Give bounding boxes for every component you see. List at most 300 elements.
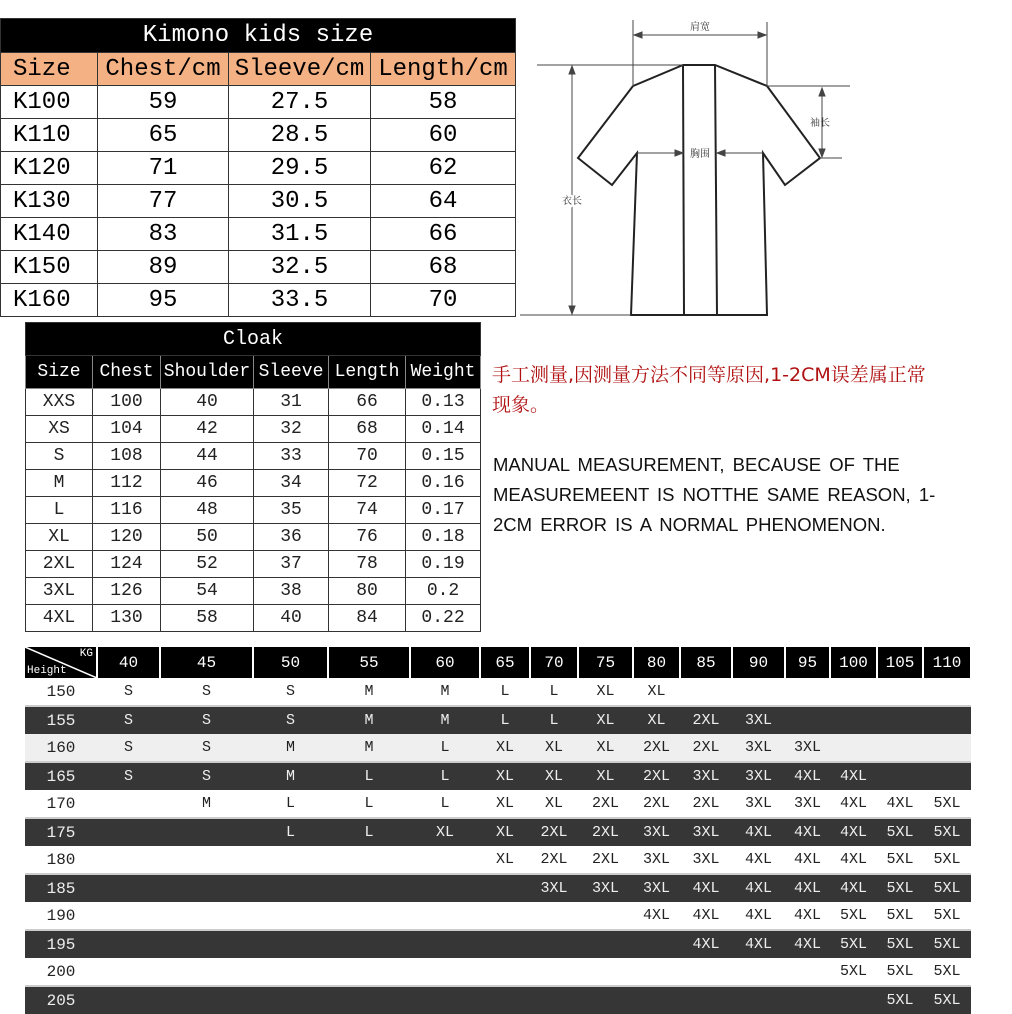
size-cell <box>253 930 328 958</box>
value-cell: 0.18 <box>406 524 481 551</box>
size-cell <box>97 790 160 818</box>
column-header: Chest <box>93 356 161 389</box>
table-row <box>1 218 516 251</box>
value-cell: 83 <box>98 218 229 251</box>
table-row <box>1 119 516 152</box>
value-cell: 68 <box>329 416 406 443</box>
cloak-size-table <box>25 322 481 632</box>
header-row <box>26 356 481 389</box>
size-cell: S <box>160 706 253 734</box>
weight-header: 110 <box>923 647 971 678</box>
size-cell: 5XL <box>830 902 877 930</box>
size-cell: L <box>26 497 93 524</box>
value-cell: 68 <box>371 251 516 284</box>
size-cell: 5XL <box>830 958 877 986</box>
size-cell: 4XL <box>785 930 830 958</box>
size-cell: 3XL <box>785 734 830 762</box>
size-cell: 5XL <box>830 930 877 958</box>
height-cell: 165 <box>25 762 97 790</box>
size-cell <box>530 902 578 930</box>
size-cell: 4XL <box>785 762 830 790</box>
value-cell: 0.17 <box>406 497 481 524</box>
size-cell <box>410 902 480 930</box>
value-cell: 31 <box>254 389 329 416</box>
table-row <box>25 874 971 902</box>
size-cell <box>830 986 877 1014</box>
size-cell: 4XL <box>785 874 830 902</box>
size-cell <box>160 874 253 902</box>
size-cell: 3XL <box>732 790 785 818</box>
size-cell: M <box>410 678 480 706</box>
size-cell: 5XL <box>877 986 923 1014</box>
size-cell: XL <box>480 762 530 790</box>
size-cell <box>830 706 877 734</box>
value-cell: 38 <box>254 578 329 605</box>
size-cell: S <box>253 706 328 734</box>
size-cell: S <box>26 443 93 470</box>
value-cell: 0.13 <box>406 389 481 416</box>
value-cell: 76 <box>329 524 406 551</box>
weight-header: 45 <box>160 647 253 678</box>
size-cell: XL <box>480 734 530 762</box>
size-cell <box>97 930 160 958</box>
size-cell <box>923 762 971 790</box>
size-cell: 2XL <box>680 790 732 818</box>
size-cell: 5XL <box>877 930 923 958</box>
size-cell: XL <box>480 818 530 846</box>
size-cell: 3XL <box>732 734 785 762</box>
value-cell: 130 <box>93 605 161 632</box>
table-row <box>26 389 481 416</box>
table-row <box>25 706 971 734</box>
size-cell: 4XL <box>732 818 785 846</box>
size-cell: L <box>328 790 410 818</box>
value-cell: 95 <box>98 284 229 317</box>
size-cell: 3XL <box>732 762 785 790</box>
table-row <box>1 284 516 317</box>
size-cell: 4XL <box>830 790 877 818</box>
value-cell: 80 <box>329 578 406 605</box>
value-cell: 54 <box>161 578 254 605</box>
table-row <box>25 930 971 958</box>
size-cell: 2XL <box>633 790 680 818</box>
value-cell: 35 <box>254 497 329 524</box>
value-cell: 0.2 <box>406 578 481 605</box>
value-cell: 0.15 <box>406 443 481 470</box>
size-cell: XL <box>530 762 578 790</box>
table-row <box>25 734 971 762</box>
column-header: Size <box>1 53 98 86</box>
table-title-row <box>1 19 516 53</box>
size-cell <box>480 986 530 1014</box>
size-cell: 4XL <box>785 818 830 846</box>
garment-length-label: 衣长 <box>562 196 582 207</box>
height-cell: 200 <box>25 958 97 986</box>
size-cell <box>253 902 328 930</box>
size-cell: 4XL <box>877 790 923 818</box>
weight-header: 80 <box>633 647 680 678</box>
value-cell: 62 <box>371 152 516 185</box>
size-cell <box>97 902 160 930</box>
size-cell: 5XL <box>877 902 923 930</box>
size-cell: L <box>253 818 328 846</box>
height-cell: 185 <box>25 874 97 902</box>
column-header: Length/cm <box>371 53 516 86</box>
value-cell: 34 <box>254 470 329 497</box>
size-cell: K140 <box>1 218 98 251</box>
size-cell <box>328 958 410 986</box>
size-cell: L <box>530 706 578 734</box>
size-cell: S <box>160 734 253 762</box>
weight-axis-label: KG <box>79 648 93 660</box>
value-cell: 58 <box>371 86 516 119</box>
size-cell <box>97 874 160 902</box>
size-cell: L <box>480 678 530 706</box>
size-cell <box>785 958 830 986</box>
value-cell: 72 <box>329 470 406 497</box>
size-cell: 3XL <box>680 818 732 846</box>
garment-outline <box>578 65 820 315</box>
table-row <box>26 416 481 443</box>
value-cell: 0.14 <box>406 416 481 443</box>
value-cell: 40 <box>254 605 329 632</box>
height-axis-label: Height <box>27 665 67 677</box>
size-cell: XL <box>530 790 578 818</box>
size-cell <box>410 958 480 986</box>
size-cell: 4XL <box>633 902 680 930</box>
size-cell: L <box>328 818 410 846</box>
size-cell: 3XL <box>680 846 732 874</box>
value-cell: 27.5 <box>229 86 371 119</box>
size-cell: 2XL <box>680 734 732 762</box>
size-cell: XL <box>410 818 480 846</box>
size-cell: 2XL <box>578 790 633 818</box>
value-cell: 64 <box>371 185 516 218</box>
value-cell: 108 <box>93 443 161 470</box>
value-cell: 74 <box>329 497 406 524</box>
weight-header: 85 <box>680 647 732 678</box>
weight-header: 60 <box>410 647 480 678</box>
value-cell: 70 <box>371 284 516 317</box>
size-cell <box>530 930 578 958</box>
weight-header: 75 <box>578 647 633 678</box>
value-cell: 66 <box>371 218 516 251</box>
value-cell: 104 <box>93 416 161 443</box>
value-cell: 70 <box>329 443 406 470</box>
size-cell <box>480 902 530 930</box>
size-cell: 3XL <box>633 874 680 902</box>
size-cell <box>97 986 160 1014</box>
size-cell <box>877 706 923 734</box>
height-cell: 190 <box>25 902 97 930</box>
size-cell: K100 <box>1 86 98 119</box>
height-weight-size-chart <box>25 647 972 1014</box>
table-row <box>25 818 971 846</box>
value-cell: 77 <box>98 185 229 218</box>
size-cell <box>97 958 160 986</box>
size-cell: 5XL <box>877 818 923 846</box>
value-cell: 33 <box>254 443 329 470</box>
weight-header: 105 <box>877 647 923 678</box>
size-cell: M <box>253 762 328 790</box>
value-cell: 46 <box>161 470 254 497</box>
size-cell: 2XL <box>578 846 633 874</box>
size-cell: S <box>97 678 160 706</box>
size-cell <box>830 734 877 762</box>
size-cell <box>530 958 578 986</box>
size-cell: 2XL <box>530 818 578 846</box>
size-cell <box>578 986 633 1014</box>
size-cell: K130 <box>1 185 98 218</box>
table-title: Cloak <box>26 323 481 356</box>
size-cell <box>410 986 480 1014</box>
size-cell <box>680 986 732 1014</box>
size-cell <box>160 818 253 846</box>
table-row <box>26 470 481 497</box>
value-cell: 0.22 <box>406 605 481 632</box>
height-cell: 170 <box>25 790 97 818</box>
size-cell <box>328 902 410 930</box>
size-cell: 4XL <box>732 902 785 930</box>
size-cell: XS <box>26 416 93 443</box>
size-cell <box>680 678 732 706</box>
value-cell: 42 <box>161 416 254 443</box>
size-cell: M <box>26 470 93 497</box>
size-cell: XL <box>480 790 530 818</box>
sleeve-length-label: 袖长 <box>810 118 830 129</box>
size-cell <box>923 734 971 762</box>
size-cell <box>877 678 923 706</box>
size-cell <box>410 930 480 958</box>
value-cell: 100 <box>93 389 161 416</box>
value-cell: 0.16 <box>406 470 481 497</box>
size-cell <box>578 902 633 930</box>
size-cell: 3XL <box>785 790 830 818</box>
measurement-note-english: MANUAL MEASUREMENT, BECAUSE OF THE MEASUREMEENT IS NOTTHE SAME REASON, 1-2CM ERROR IS A NORMAL PHENOMENON. <box>493 454 936 535</box>
value-cell: 40 <box>161 389 254 416</box>
shoulder-width-label: 肩宽 <box>690 22 710 33</box>
size-cell: 5XL <box>877 958 923 986</box>
size-cell: K160 <box>1 284 98 317</box>
size-cell <box>732 986 785 1014</box>
size-cell <box>160 958 253 986</box>
column-header: Weight <box>406 356 481 389</box>
value-cell: 124 <box>93 551 161 578</box>
value-cell: 50 <box>161 524 254 551</box>
value-cell: 71 <box>98 152 229 185</box>
size-cell: S <box>253 678 328 706</box>
value-cell: 66 <box>329 389 406 416</box>
size-cell <box>578 930 633 958</box>
size-cell: XL <box>530 734 578 762</box>
value-cell: 37 <box>254 551 329 578</box>
size-cell: 5XL <box>877 874 923 902</box>
size-cell: 4XL <box>785 902 830 930</box>
size-cell: M <box>160 790 253 818</box>
size-cell: L <box>410 762 480 790</box>
table-title-row <box>26 323 481 356</box>
value-cell: 60 <box>371 119 516 152</box>
value-cell: 44 <box>161 443 254 470</box>
size-cell: M <box>328 734 410 762</box>
size-cell: 4XL <box>830 846 877 874</box>
value-cell: 78 <box>329 551 406 578</box>
weight-header: 65 <box>480 647 530 678</box>
table-row <box>25 790 971 818</box>
size-cell: 3XL <box>680 762 732 790</box>
size-cell <box>530 986 578 1014</box>
size-cell <box>785 678 830 706</box>
size-cell: 4XL <box>680 874 732 902</box>
value-cell: 32 <box>254 416 329 443</box>
weight-header: 50 <box>253 647 328 678</box>
size-cell: 4XL <box>680 902 732 930</box>
corner-header-cell <box>25 647 97 678</box>
size-cell <box>578 958 633 986</box>
size-cell <box>877 762 923 790</box>
size-cell <box>680 958 732 986</box>
column-header: Length <box>329 356 406 389</box>
size-cell: L <box>253 790 328 818</box>
size-cell <box>328 930 410 958</box>
size-cell <box>785 706 830 734</box>
table-row <box>26 524 481 551</box>
size-cell: 2XL <box>680 706 732 734</box>
table-row <box>25 902 971 930</box>
size-cell: K110 <box>1 119 98 152</box>
table-row <box>25 958 971 986</box>
size-cell <box>923 678 971 706</box>
size-cell: XL <box>578 678 633 706</box>
column-header: Chest/cm <box>98 53 229 86</box>
size-cell <box>877 734 923 762</box>
height-cell: 180 <box>25 846 97 874</box>
size-cell <box>633 930 680 958</box>
size-cell: XL <box>633 706 680 734</box>
table-row <box>26 605 481 632</box>
height-cell: 160 <box>25 734 97 762</box>
size-cell: L <box>410 734 480 762</box>
size-cell: 5XL <box>923 874 971 902</box>
size-cell: 4XL <box>680 930 732 958</box>
size-cell: XL <box>578 762 633 790</box>
size-cell: 2XL <box>530 846 578 874</box>
size-cell: L <box>530 678 578 706</box>
size-cell: 5XL <box>923 902 971 930</box>
size-cell: XL <box>633 678 680 706</box>
kimono-measurement-diagram <box>520 10 910 330</box>
size-cell: K150 <box>1 251 98 284</box>
size-cell: 3XL <box>732 706 785 734</box>
value-cell: 32.5 <box>229 251 371 284</box>
column-header: Size <box>26 356 93 389</box>
size-cell: 2XL <box>633 734 680 762</box>
height-cell: 150 <box>25 678 97 706</box>
size-cell <box>253 986 328 1014</box>
size-cell: 5XL <box>923 986 971 1014</box>
size-cell: XXS <box>26 389 93 416</box>
weight-header: 95 <box>785 647 830 678</box>
column-header: Sleeve <box>254 356 329 389</box>
size-cell <box>410 846 480 874</box>
value-cell: 33.5 <box>229 284 371 317</box>
size-cell: 3XL <box>633 818 680 846</box>
value-cell: 52 <box>161 551 254 578</box>
value-cell: 0.19 <box>406 551 481 578</box>
value-cell: 31.5 <box>229 218 371 251</box>
value-cell: 30.5 <box>229 185 371 218</box>
size-cell <box>160 986 253 1014</box>
size-cell: XL <box>480 846 530 874</box>
size-cell <box>633 986 680 1014</box>
table-row <box>26 551 481 578</box>
value-cell: 58 <box>161 605 254 632</box>
value-cell: 65 <box>98 119 229 152</box>
size-cell: 3XL <box>633 846 680 874</box>
size-cell <box>732 678 785 706</box>
kimono-size-table <box>0 18 516 317</box>
size-cell <box>328 986 410 1014</box>
table-row <box>1 251 516 284</box>
size-cell <box>410 874 480 902</box>
size-cell: 3XL <box>530 874 578 902</box>
size-cell <box>480 930 530 958</box>
weight-header: 100 <box>830 647 877 678</box>
size-cell <box>253 874 328 902</box>
size-cell: S <box>160 678 253 706</box>
weight-header: 90 <box>732 647 785 678</box>
size-cell: 5XL <box>923 846 971 874</box>
weight-header: 40 <box>97 647 160 678</box>
column-header: Shoulder <box>161 356 254 389</box>
size-cell: L <box>480 706 530 734</box>
size-cell: XL <box>578 706 633 734</box>
header-row <box>1 53 516 86</box>
value-cell: 126 <box>93 578 161 605</box>
size-cell: 4XL <box>830 874 877 902</box>
size-cell: 5XL <box>923 818 971 846</box>
measurement-note-chinese: 手工测量,因测量方法不同等原因,1-2CM误差属正常现象。 <box>492 364 926 416</box>
size-cell: L <box>328 762 410 790</box>
weight-header: 70 <box>530 647 578 678</box>
size-cell: M <box>253 734 328 762</box>
header-row <box>25 647 971 678</box>
table-row <box>1 152 516 185</box>
size-cell: K120 <box>1 152 98 185</box>
value-cell: 89 <box>98 251 229 284</box>
size-cell <box>785 986 830 1014</box>
size-cell <box>830 678 877 706</box>
value-cell: 120 <box>93 524 161 551</box>
size-cell <box>923 706 971 734</box>
size-cell <box>160 846 253 874</box>
size-cell <box>633 958 680 986</box>
size-cell <box>97 818 160 846</box>
size-cell <box>732 958 785 986</box>
table-row <box>25 986 971 1014</box>
column-header: Sleeve/cm <box>229 53 371 86</box>
size-cell: 2XL <box>26 551 93 578</box>
size-cell: S <box>97 762 160 790</box>
table-row <box>25 846 971 874</box>
size-cell <box>160 902 253 930</box>
chest-label: 胸围 <box>690 149 710 160</box>
size-cell: M <box>328 678 410 706</box>
value-cell: 29.5 <box>229 152 371 185</box>
table-row <box>1 185 516 218</box>
weight-header: 55 <box>328 647 410 678</box>
size-cell: 2XL <box>578 818 633 846</box>
